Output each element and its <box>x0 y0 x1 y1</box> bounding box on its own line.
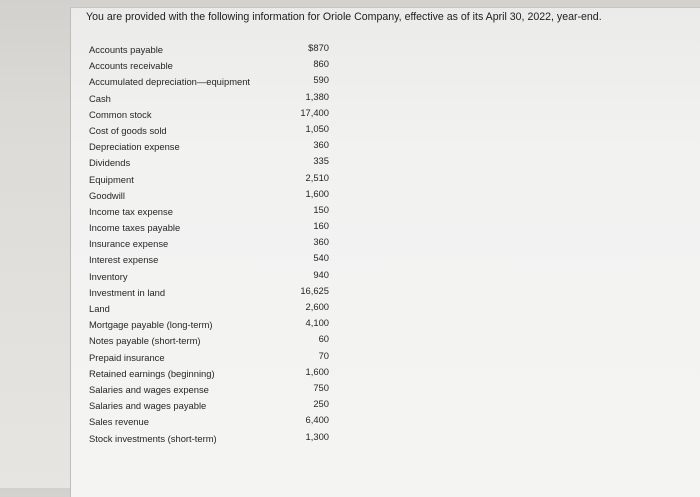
account-value: 17,400 <box>300 106 329 118</box>
account-value: 590 <box>313 74 329 86</box>
account-label: Goodwill <box>89 189 125 201</box>
account-label: Inventory <box>89 270 128 282</box>
list-item <box>89 333 329 349</box>
list-item <box>89 269 329 285</box>
list-item <box>89 382 329 398</box>
account-label: Land <box>89 303 110 314</box>
account-value: 160 <box>313 220 329 232</box>
account-value: 250 <box>313 398 329 410</box>
list-item <box>89 366 329 382</box>
account-value: 335 <box>313 155 329 167</box>
account-value: 70 <box>318 349 329 361</box>
account-label: Cost of goods sold <box>89 124 167 136</box>
account-label: Salaries and wages payable <box>89 400 207 412</box>
account-label: Salaries and wages expense <box>89 383 209 395</box>
list-item <box>89 252 329 268</box>
account-label: Depreciation expense <box>89 141 180 153</box>
list-item <box>89 204 329 220</box>
account-label: Investment in land <box>89 286 166 298</box>
list-item <box>89 220 329 236</box>
account-label: Accounts receivable <box>89 60 173 72</box>
list-item <box>89 285 329 301</box>
account-value: 150 <box>313 203 329 215</box>
account-value: 1,600 <box>305 187 329 199</box>
account-value: 4,100 <box>305 317 329 329</box>
account-label: Notes payable (short-term) <box>89 335 201 347</box>
account-balances-list <box>89 42 329 447</box>
account-value: 750 <box>313 381 329 393</box>
account-value: 2,510 <box>305 171 329 183</box>
account-label: Dividends <box>89 157 131 169</box>
list-item <box>89 58 329 74</box>
account-label: Income tax expense <box>89 205 173 217</box>
account-label: Mortgage payable (long-term) <box>89 319 213 331</box>
account-label: Equipment <box>89 173 134 185</box>
list-item <box>89 431 329 447</box>
list-item <box>89 414 329 430</box>
list-item <box>89 317 329 333</box>
intro-text: You are provided with the following information for Oriole Company, effective as of its April 30, 2022, year-end. <box>86 11 602 23</box>
account-value: 360 <box>313 236 329 248</box>
list-item <box>89 107 329 123</box>
account-label: Prepaid insurance <box>89 351 165 363</box>
account-value: 1,050 <box>305 122 329 134</box>
list-item <box>89 123 329 139</box>
account-value: 860 <box>313 58 329 70</box>
account-value: 1,600 <box>305 365 329 377</box>
account-label: Common stock <box>89 108 152 120</box>
account-label: Accumulated depreciation—equipment <box>89 76 251 88</box>
list-item <box>89 350 329 366</box>
account-label: Interest expense <box>89 254 159 266</box>
account-label: Insurance expense <box>89 238 169 250</box>
account-label: Accounts payable <box>89 44 164 55</box>
list-item <box>89 188 329 204</box>
list-item <box>89 42 329 58</box>
list-item <box>89 301 329 317</box>
account-label: Cash <box>89 92 111 104</box>
list-item <box>89 236 329 252</box>
list-item <box>89 74 329 90</box>
account-value: 940 <box>313 268 329 280</box>
list-item <box>89 139 329 155</box>
account-value: 6,400 <box>305 414 329 426</box>
list-item <box>89 398 329 414</box>
account-value: 1,300 <box>305 430 329 442</box>
account-label: Retained earnings (beginning) <box>89 367 215 379</box>
list-item <box>89 155 329 171</box>
account-value: 540 <box>313 252 329 264</box>
account-value: 2,600 <box>305 301 329 312</box>
list-item <box>89 91 329 107</box>
account-value: 1,380 <box>305 90 329 102</box>
account-label: Sales revenue <box>89 416 149 428</box>
account-label: Stock investments (short-term) <box>89 432 217 444</box>
account-label: Income taxes payable <box>89 222 181 234</box>
account-value: 360 <box>313 139 329 151</box>
account-value: 60 <box>318 333 329 345</box>
list-item <box>89 172 329 188</box>
account-value: $870 <box>308 42 329 53</box>
account-value: 16,625 <box>300 284 329 296</box>
